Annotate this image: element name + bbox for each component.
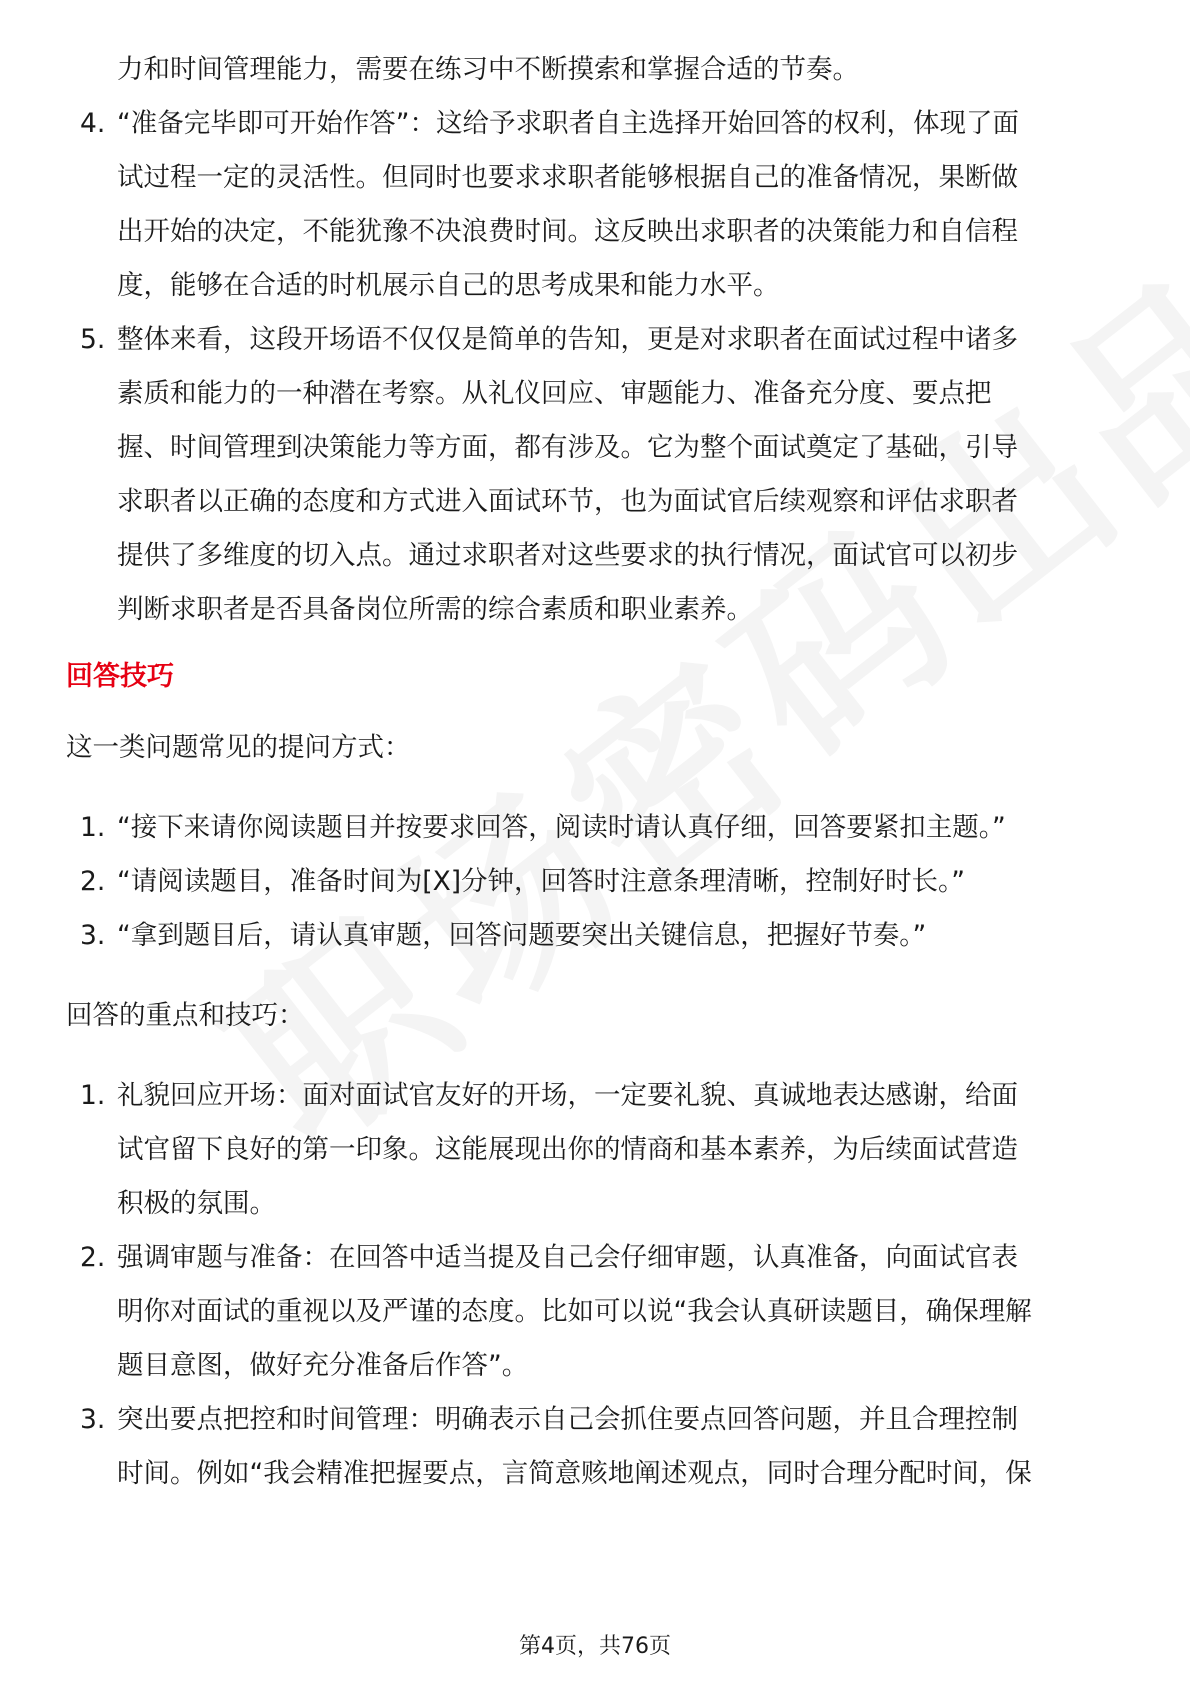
list-number: 3. [80,1404,106,1435]
list-item-line: 提供了多维度的切入点。通过求职者对这些要求的执行情况，面试官可以初步 [117,540,1018,571]
section-heading: 回答技巧 [66,661,174,692]
list-item-line: 礼貌回应开场：面对面试官友好的开场，一定要礼貌、真诚地表达感谢，给面 [117,1080,1018,1111]
list-item-line: 突出要点把控和时间管理：明确表示自己会抓住要点回答问题，并且合理控制 [117,1404,1018,1435]
list-item-line: 试官留下良好的第一印象。这能展现出你的情商和基本素养，为后续面试营造 [117,1134,1018,1165]
list-item-line: 求职者以正确的态度和方式进入面试环节，也为面试官后续观察和评估求职者 [117,486,1018,517]
list-item-line: 度，能够在合适的时机展示自己的思考成果和能力水平。 [117,270,780,301]
list-item-line: 时间。例如“我会精准把握要点，言简意赅地阐述观点，同时合理分配时间，保 [117,1458,1032,1489]
list-item-line: 素质和能力的一种潜在考察。从礼仪回应、审题能力、准备充分度、要点把 [117,378,992,409]
list-number: 2. [80,1242,106,1273]
list-number: 1. [80,812,106,843]
list-item-line: 积极的氛围。 [117,1188,276,1219]
list-item-line: 强调审题与准备：在回答中适当提及自己会仔细审题，认真准备，向面试官表 [117,1242,1018,1273]
question-intro: 这一类问题常见的提问方式： [66,732,411,763]
list-item-line: “准备完毕即可开始作答”：这给予求职者自主选择开始回答的权利，体现了面 [117,108,1019,139]
page-footer: 第4页，共76页 [519,1634,671,1659]
list-item-line: 试过程一定的灵活性。但同时也要求求职者能够根据自己的准备情况，果断做 [117,162,1018,193]
list-number: 3. [80,920,106,951]
intro-tail-text: 力和时间管理能力，需要在练习中不断摸索和掌握合适的节奏。 [117,54,859,85]
tips-intro: 回答的重点和技巧： [66,1000,305,1031]
list-number: 4. [80,108,106,139]
list-number: 2. [80,866,106,897]
question-item: “请阅读题目，准备时间为[X]分钟，回答时注意条理清晰，控制好时长。” [117,866,966,897]
list-item-line: 出开始的决定，不能犹豫不决浪费时间。这反映出求职者的决策能力和自信程 [117,216,1018,247]
list-item-line: 握、时间管理到决策能力等方面，都有涉及。它为整个面试奠定了基础，引导 [117,432,1018,463]
list-number: 1. [80,1080,106,1111]
question-item: “接下来请你阅读题目并按要求回答，阅读时请认真仔细，回答要紧扣主题。” [117,812,1006,843]
list-item-line: 题目意图，做好充分准备后作答”。 [117,1350,529,1381]
list-item-line: 明你对面试的重视以及严谨的态度。比如可以说“我会认真研读题目，确保理解 [117,1296,1032,1327]
list-number: 5. [80,324,106,355]
list-item-line: 整体来看，这段开场语不仅仅是简单的告知，更是对求职者在面试过程中诸多 [117,324,1018,355]
question-item: “拿到题目后，请认真审题，回答问题要突出关键信息，把握好节奏。” [117,920,927,951]
list-item-line: 判断求职者是否具备岗位所需的综合素质和职业素养。 [117,594,753,625]
